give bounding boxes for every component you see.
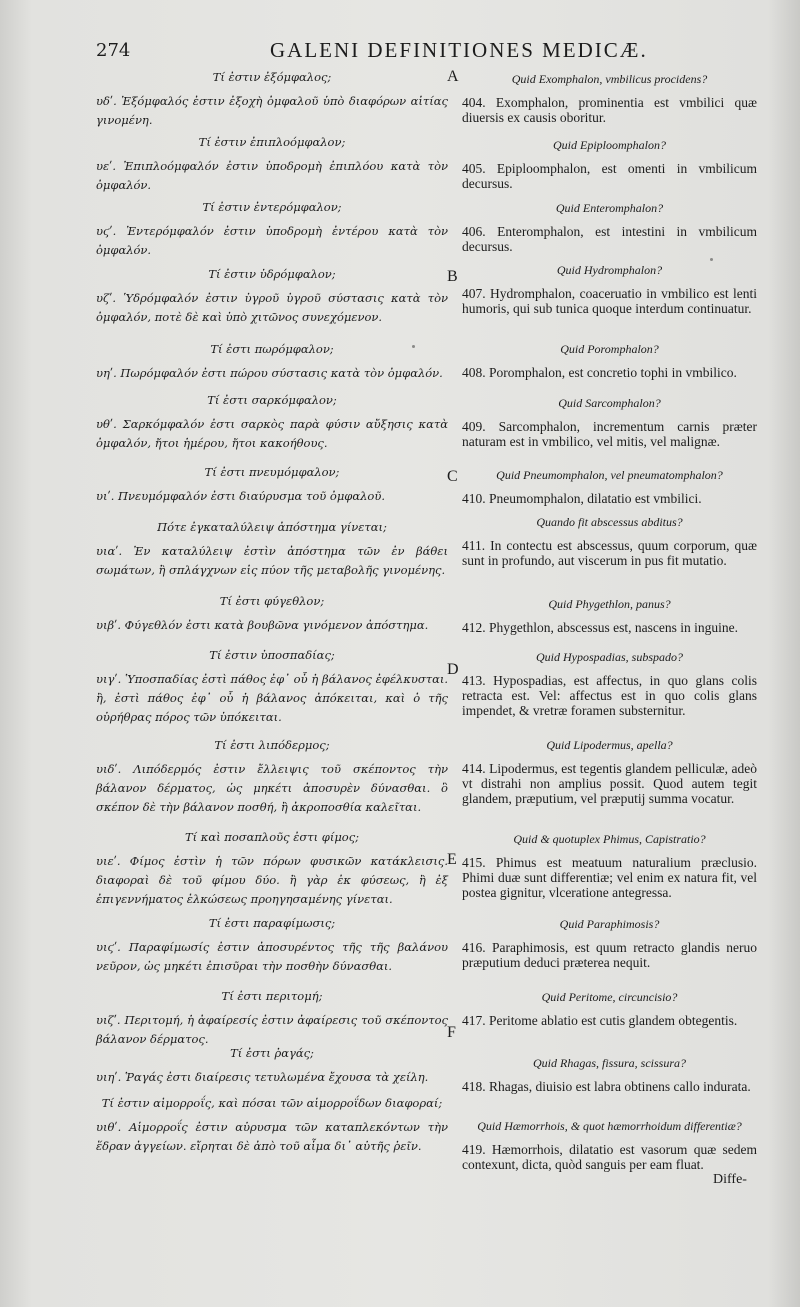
margin-letter-b: B xyxy=(447,268,458,285)
latin-definition: 414. Lipodermus, est tegentis glandem pelliculæ, adeò vt distrahi non amplius possit. Quod autem tegit glandem, præputium, vel præputij summa vocatur. xyxy=(462,761,757,806)
catchword: Diffe- xyxy=(713,1172,747,1187)
greek-entry xyxy=(96,1046,448,1087)
page-number: 274 xyxy=(96,40,131,61)
greek-question: Τί ἐστι παραφίμωσις; xyxy=(208,916,336,930)
greek-entry xyxy=(96,989,448,1049)
greek-question: Τί ἐστι πωρόμφαλον; xyxy=(210,342,334,356)
latin-question: Quid Peritome, circuncisio? xyxy=(541,990,678,1004)
greek-definition: υιʹ. Πνευμόμφαλόν ἐστι διαύρυσμα τοῦ ὀμφαλοῦ. xyxy=(96,489,385,503)
greek-entry xyxy=(96,267,448,327)
latin-definition: 407. Hydromphalon, coaceruatio in vmbilico est lenti humoris, qui sub tunica quoque interdum continuatur. xyxy=(462,286,757,316)
ink-spot xyxy=(710,258,713,261)
greek-entry xyxy=(96,1096,448,1156)
greek-question: Πότε ἐγκαταλύλειψ ἀπόστημα γίνεται; xyxy=(157,520,387,534)
latin-entry xyxy=(462,1119,757,1172)
latin-definition: 418. Rhagas, diuisio est labra obtinens callo indurata. xyxy=(462,1079,751,1094)
margin-letter-e: E xyxy=(447,851,457,868)
latin-question: Quid Paraphimosis? xyxy=(559,917,660,931)
greek-entry xyxy=(96,135,448,195)
greek-entry xyxy=(96,465,448,506)
margin-letter-c: C xyxy=(447,468,458,485)
greek-definition: υηʹ. Πωρόμφαλόν ἐστι πώρου σύστασις κατὰ τὸν ὀμφαλόν. xyxy=(96,366,443,380)
greek-question: Τί ἐστι ῥαγάς; xyxy=(230,1046,314,1060)
latin-entry xyxy=(462,263,757,316)
greek-question: Τί ἐστι σαρκόμφαλον; xyxy=(207,393,337,407)
greek-definition: υεʹ. Ἐπιπλοόμφαλόν ἐστιν ὑποδρομὴ ἐπιπλόου κατὰ τὸν ὀμφαλόν. xyxy=(96,159,448,192)
latin-definition: 413. Hypospadias, est affectus, in quo glans colis retracta est. Vel: affectus est in quo colis glans impendet, & vretræ foramen substernitur. xyxy=(462,673,757,718)
latin-entry xyxy=(462,1056,757,1094)
greek-question: Τί ἐστιν ὑδρόμφαλον; xyxy=(208,267,336,281)
latin-definition: 419. Hæmorrhois, dilatatio est vasorum quæ sedem contexunt, dicta, quòd sanguis per eam fluat. xyxy=(462,1142,757,1172)
greek-entry xyxy=(96,648,448,727)
latin-entry xyxy=(462,342,757,380)
latin-entry xyxy=(462,72,757,125)
latin-definition: 416. Paraphimosis, est quum retracto glandis neruo præputium deduci præterea nequit. xyxy=(462,940,757,970)
greek-question: Τί ἐστιν ἐντερόμφαλον; xyxy=(202,200,342,214)
greek-definition: υιζʹ. Περιτομή, ἡ ἀφαίρεσίς ἐστιν ἀφαίρεσις τοῦ σκέποντος βάλανον δέρματος. xyxy=(96,1013,448,1046)
latin-question: Quid Phygethlon, panus? xyxy=(548,597,671,611)
latin-definition: 415. Phimus est meatuum naturalium præclusio. Phimi duæ sunt differentiæ; vel enim ex natura fit, vel postea gignitur, vlceratione antegressa. xyxy=(462,855,757,900)
greek-entry xyxy=(96,594,448,635)
greek-question: Τί ἐστιν αἱμορροΐς, καὶ πόσαι τῶν αἱμορροΐδων διαφοραί; xyxy=(101,1096,443,1110)
greek-definition: υιϛʹ. Παραφίμωσίς ἐστιν ἀποσυρέντος τῆς τῆς βαλάνου νεῦρον, ὡς μηκέτι ἐπισῦραι τὴν ποσθὴν δύνασθαι. xyxy=(96,940,448,973)
greek-entry xyxy=(96,70,448,130)
greek-definition: υιβʹ. Φύγεθλόν ἐστι κατὰ βουβῶνα γινόμενον ἀπόστημα. xyxy=(96,618,429,632)
latin-entry xyxy=(462,597,757,635)
greek-definition: υιαʹ. Ἐν καταλύλειψ ἐστὶν ἀπόστημα τῶν ἐν βάθει σωμάτων, ἢ σπλάγχνων εἰς πύον τῆς μεταβολῆς γινομένης. xyxy=(96,544,448,577)
latin-question: Quid Exomphalon, vmbilicus procidens? xyxy=(511,72,708,86)
margin-letter-d: D xyxy=(447,661,459,678)
latin-definition: 408. Poromphalon, est concretio tophi in vmbilico. xyxy=(462,365,737,380)
greek-question: Τί ἐστι περιτομή; xyxy=(221,989,323,1003)
latin-question: Quid Poromphalon? xyxy=(560,342,659,356)
greek-question: Τί ἐστιν ὑποσπαδίας; xyxy=(209,648,335,662)
greek-entry xyxy=(96,916,448,976)
greek-definition: υδʹ. Ἐξόμφαλός ἐστιν ἐξοχὴ ὀμφαλοῦ ὑπὸ διαφόρων αἰτίας γινομένη. xyxy=(96,94,448,127)
ink-spot xyxy=(412,345,415,348)
latin-entry xyxy=(462,138,757,191)
greek-definition: υθʹ. Σαρκόμφαλόν ἐστι σαρκὸς παρὰ φύσιν αὔξησις κατὰ ὀμφαλόν, ἤτοι ἡμέρου, ἤτοι κακοήθους. xyxy=(96,417,448,450)
latin-definition: 411. In contectu est abscessus, quum corporum, quæ sunt in profundo, aut viscerum in pus fit mutatio. xyxy=(462,538,757,568)
latin-entry xyxy=(462,396,757,449)
latin-question: Quid Enteromphalon? xyxy=(555,201,664,215)
greek-question: Τί ἐστι λιπόδερμος; xyxy=(214,738,330,752)
greek-definition: υιδʹ. Λιπόδερμός ἐστιν ἔλλειψις τοῦ σκέποντος τὴν βάλανον δέρματος, ὡς μηκέτι ἀποσυρὲν δύνασθαι. ὃ σκέπον δὲ τὴν βάλανον ποσθή, ἢ ἀκροποσθία καλεῖται. xyxy=(96,762,448,814)
greek-entry xyxy=(96,342,448,383)
latin-question: Quid Hypospadias, subspado? xyxy=(535,650,683,664)
latin-question: Quid Sarcomphalon? xyxy=(558,396,661,410)
greek-question: Τί ἐστι φύγεθλον; xyxy=(219,594,325,608)
latin-definition: 417. Peritome ablatio est cutis glandem obtegentis. xyxy=(462,1013,738,1028)
greek-entry xyxy=(96,830,448,909)
margin-letter-f: F xyxy=(447,1024,456,1041)
latin-entry xyxy=(462,832,757,900)
latin-definition: 409. Sarcomphalon, incrementum carnis præter naturam est in vmbilico, vel mitis, vel malignæ. xyxy=(462,419,757,449)
latin-question: Quid Hydromphalon? xyxy=(556,263,663,277)
latin-question: Quando fit abscessus abditus? xyxy=(536,515,683,529)
latin-entry xyxy=(462,917,757,970)
latin-question: Quid Pneumomphalon, vel pneumatomphalon? xyxy=(496,468,723,482)
greek-entry xyxy=(96,200,448,260)
running-head: GALENI DEFINITIONES MEDICÆ. xyxy=(270,38,648,62)
latin-entry xyxy=(462,468,757,506)
greek-question: Τί ἐστιν ἐξόμφαλος; xyxy=(212,70,332,84)
latin-definition: 410. Pneumomphalon, dilatatio est vmbilici. xyxy=(462,491,702,506)
greek-definition: υιεʹ. Φίμος ἐστὶν ἡ τῶν πόρων φυσικῶν κατάκλεισις. διαφοραὶ δὲ τοῦ φίμου δύο. ἢ γὰρ ἐκ φύσεως, ἢ ἐξ ἐπιγεννήματος ἑλκώσεως προηγησαμένης γίνεται. xyxy=(96,854,448,906)
greek-question: Τί καὶ ποσαπλοῦς ἐστι φίμος; xyxy=(184,830,360,844)
latin-entry xyxy=(462,201,757,254)
greek-entry xyxy=(96,393,448,453)
latin-question: Quid Hæmorrhois, & quot hæmorrhoidum differentiæ? xyxy=(477,1119,742,1133)
greek-entry xyxy=(96,738,448,817)
margin-letter-a: A xyxy=(447,68,459,85)
greek-definition: υιηʹ. Ῥαγάς ἐστι διαίρεσις τετυλωμένα ἔχουσα τὰ χείλη. xyxy=(96,1070,429,1084)
greek-definition: υιθʹ. Αἱμορροΐς ἐστιν αὐρυσμα τῶν καταπλεκόντων τὴν ἕδραν ἀγγείων. εἴρηται δὲ ἀπὸ τοῦ αἷμα δι᾽ αὐτῆς ῥεῖν. xyxy=(96,1120,448,1153)
latin-entry xyxy=(462,990,757,1028)
latin-question: Quid Lipodermus, apella? xyxy=(546,738,673,752)
greek-definition: υζʹ. Ὑδρόμφαλόν ἐστιν ὑγροῦ ὑγροῦ σύστασις κατὰ τὸν ὀμφαλόν, ποτὲ δὲ καὶ ὑπὸ χιτῶνος συνεχόμενον. xyxy=(96,291,448,324)
latin-definition: 406. Enteromphalon, est intestini in vmbilicum decursus. xyxy=(462,224,757,254)
latin-definition: 404. Exomphalon, prominentia est vmbilici quæ diuersis ex causis oboritur. xyxy=(462,95,757,125)
greek-definition: υϛʹ. Ἐντερόμφαλόν ἐστιν ὑποδρομὴ ἐντέρου κατὰ τὸν ὀμφαλόν. xyxy=(96,224,448,257)
latin-question: Quid Rhagas, fissura, scissura? xyxy=(532,1056,687,1070)
greek-question: Τί ἐστιν ἐπιπλοόμφαλον; xyxy=(198,135,346,149)
greek-entry xyxy=(96,520,448,580)
greek-question: Τί ἐστι πνευμόμφαλον; xyxy=(204,465,340,479)
latin-question: Quid & quotuplex Phimus, Capistratio? xyxy=(513,832,706,846)
latin-definition: 412. Phygethlon, abscessus est, nascens in inguine. xyxy=(462,620,738,635)
latin-entry xyxy=(462,515,757,568)
latin-question: Quid Epiploomphalon? xyxy=(553,138,666,152)
latin-entry xyxy=(462,738,757,806)
latin-entry xyxy=(462,650,757,718)
latin-definition: 405. Epiploomphalon, est omenti in vmbilicum decursus. xyxy=(462,161,757,191)
greek-definition: υιγʹ. Ὑποσπαδίας ἐστὶ πάθος ἐφ᾽ οὗ ἡ βάλανος ἐφέλκυσται. ἢ, ἐστὶ πάθος ἐφ᾽ οὗ ἡ βάλανος ἀπόκειται, καὶ ὁ τῆς οὐρήθρας πόρος τῶν ὑπόκειται. xyxy=(96,672,448,724)
